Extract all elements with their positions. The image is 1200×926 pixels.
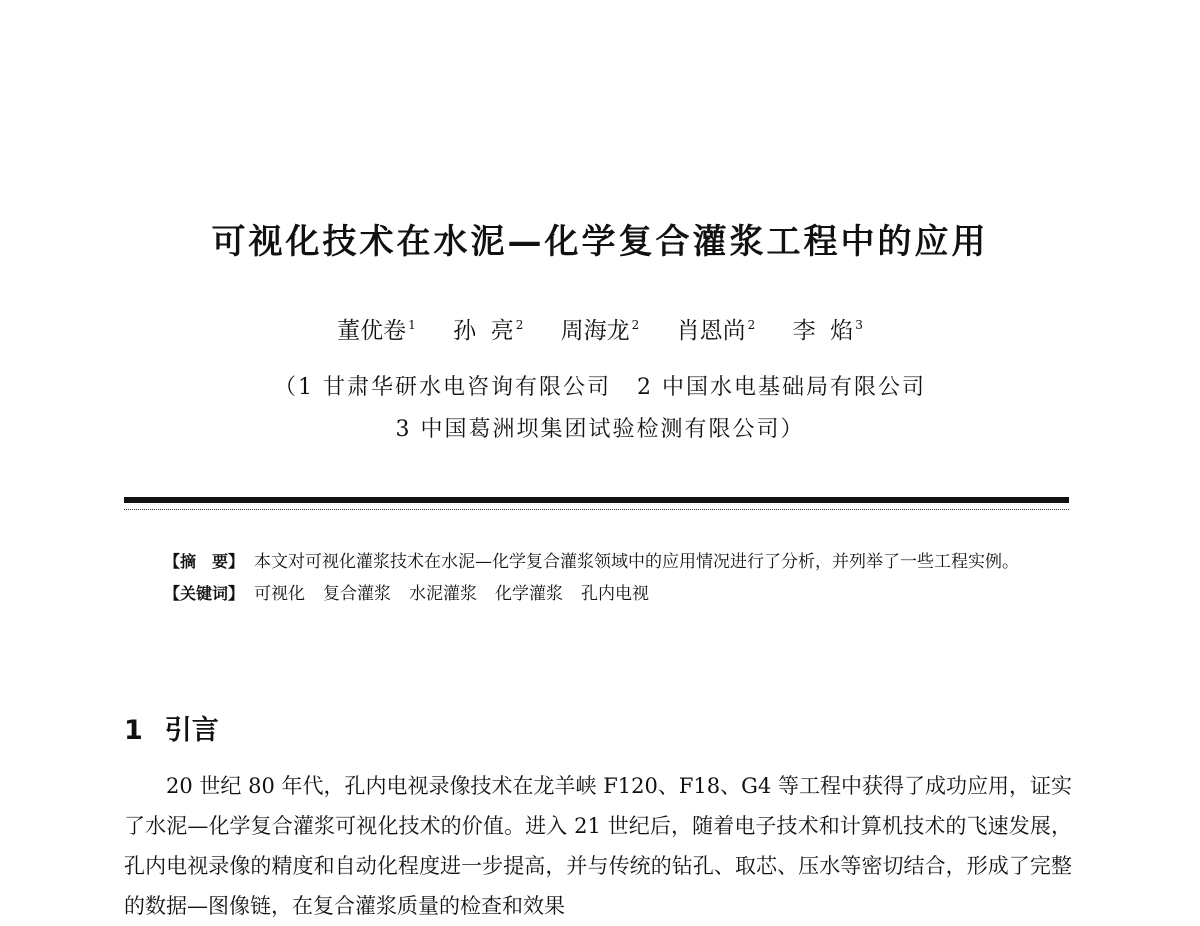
section-heading	[124, 708, 219, 747]
keyword: 化学灌浆	[495, 584, 564, 604]
author-name: 李 焰	[792, 318, 854, 344]
author-affiliation-mark: 3	[855, 318, 863, 333]
author-name: 周海龙	[560, 318, 630, 344]
affiliation-1: （1 甘肃华研水电咨询有限公司	[274, 375, 611, 400]
abstract-paragraph	[164, 546, 1034, 578]
author	[337, 318, 416, 344]
keyword: 水泥灌浆	[409, 584, 478, 604]
author	[677, 318, 756, 344]
author-affiliation-mark: 2	[515, 318, 524, 333]
keyword: 可视化	[254, 584, 306, 604]
header-rule-thin	[124, 509, 1069, 510]
author	[561, 318, 640, 344]
paper-title: 可视化技术在水泥—化学复合灌浆工程中的应用	[211, 222, 989, 262]
section-number: 1	[124, 715, 143, 746]
abstract-label: 【摘 要】	[164, 552, 245, 571]
author-list	[0, 312, 1200, 345]
abstract-text: 本文对可视化灌浆技术在水泥—化学复合灌浆领域中的应用情况进行了分析，并列举了一些工程实例。	[254, 552, 1020, 572]
author-affiliation-mark: 2	[747, 318, 756, 333]
abstract-block	[164, 546, 1034, 610]
body-text	[124, 766, 1072, 926]
keywords-label: 【关键词】	[164, 584, 245, 603]
affiliation-line-2	[0, 412, 1200, 443]
keywords-paragraph	[164, 578, 1034, 610]
author-name: 孙 亮	[453, 318, 514, 344]
author	[793, 318, 863, 344]
author-name: 肖恩尚	[676, 318, 746, 344]
body-paragraph: 20 世纪 80 年代，孔内电视录像技术在龙羊峡 F120、F18、G4 等工程中获得了成功应用，证实了水泥—化学复合灌浆可视化技术的价值。进入 21 世纪后，随着电子技术和计算机技术的飞速发展，孔内电视录像的精度和自动化程度进一步提高，并与传统的钻孔、取芯、压水等密切结合，形成了完整的数据—图像链，在复合灌浆质量的检查和效果	[124, 774, 1072, 918]
affiliation-3: 3 中国葛洲坝集团试验检测有限公司）	[395, 417, 805, 442]
keyword: 孔内电视	[581, 584, 650, 604]
author-affiliation-mark: 1	[408, 318, 416, 333]
affiliation-2: 2 中国水电基础局有限公司	[637, 375, 926, 400]
affiliation-line-1	[0, 370, 1200, 401]
header-rule-thick	[124, 497, 1069, 503]
section-title: 引言	[164, 715, 219, 746]
author	[453, 318, 523, 344]
author-affiliation-mark: 2	[631, 318, 640, 333]
keyword: 复合灌浆	[323, 584, 392, 604]
author-name: 董优卷	[337, 318, 407, 344]
